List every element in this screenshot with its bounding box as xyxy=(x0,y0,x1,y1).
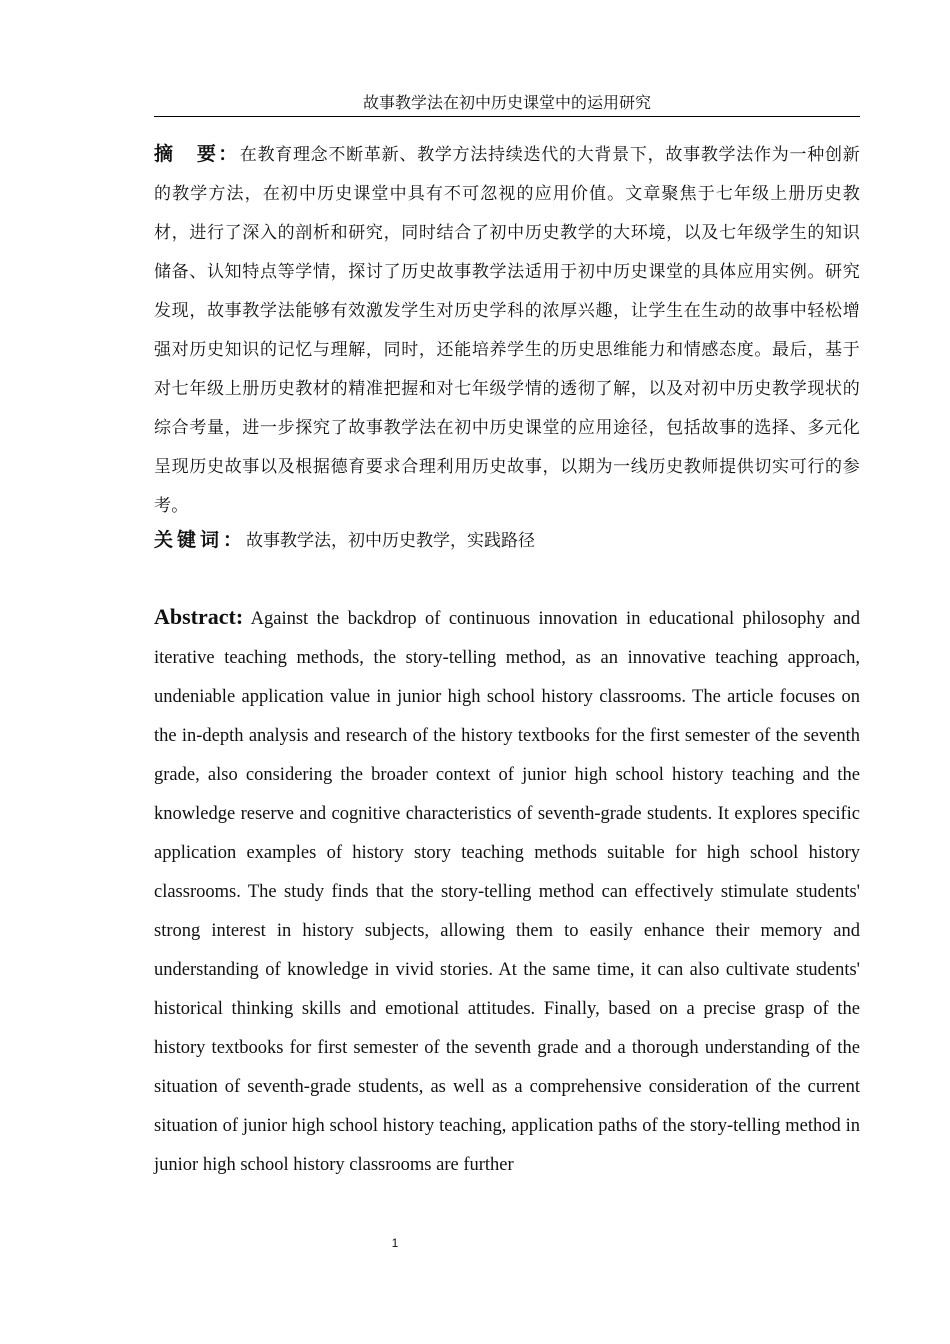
page-number: 1 xyxy=(391,1236,399,1250)
chinese-abstract-text: 在教育理念不断革新、教学方法持续迭代的大背景下，故事教学法作为一种创新的教学方法，在初中历史课堂中具有不可忽视的应用价值。文章聚焦于七年级上册历史教材，进行了深入的剖析和研究，同时结合了初中历史教学的大环境，以及七年级学生的知识储备、认知特点等学情，探讨了历史故事教学法适用于初中历史课堂的具体应用实例。研究发现，故事教学法能够有效激发学生对历史学科的浓厚兴趣，让学生在生动的故事中轻松增强对历史知识的记忆与理解，同时，还能培养学生的历史思维能力和情感态度。最后，基于对七年级上册历史教材的精准把握和对七年级学情的透彻了解，以及对初中历史教学现状的综合考量，进一步探究了故事教学法在初中历史课堂的应用途径，包括故事的选择、多元化呈现历史故事以及根据德育要求合理利用历史故事，以期为一线历史教师提供切实可行的参考。 xyxy=(154,145,860,516)
english-abstract xyxy=(154,597,860,1185)
keywords-label: 关键词： xyxy=(154,529,247,551)
chinese-abstract-label: 摘 要： xyxy=(154,143,240,165)
english-abstract-text: Against the backdrop of continuous innovation in educational philosophy and iterative teaching methods, the story-telling method, as an innovative teaching approach, undeniable application value in junior high school history classrooms. The article focuses on the in-depth analysis and research of the history textbooks for the first semester of the seventh grade, also considering the broader context of junior high school history teaching and the knowledge reserve and cognitive characteristics of seventh-grade students. It explores specific application examples of history story teaching methods suitable for high school history classrooms. The study finds that the story-telling method can effectively stimulate students' strong interest in history subjects, allowing them to easily enhance their memory and understanding of knowledge in vivid stories. At the same time, it can also cultivate students' historical thinking skills and emotional attitudes. Finally, based on a precise grasp of the history textbooks for first semester of the seventh grade and a thorough understanding of the situation of seventh-grade students, as well as a comprehensive consideration of the current situation of junior high school history teaching, application paths of the story-telling method in junior high school history classrooms are further xyxy=(154,609,861,1175)
keywords xyxy=(154,522,860,559)
keywords-text: 故事教学法，初中历史教学，实践路径 xyxy=(246,531,536,551)
chinese-abstract xyxy=(154,135,860,526)
running-header: 故事教学法在初中历史课堂中的运用研究 xyxy=(154,90,860,117)
english-abstract-label: Abstract: xyxy=(154,604,244,629)
